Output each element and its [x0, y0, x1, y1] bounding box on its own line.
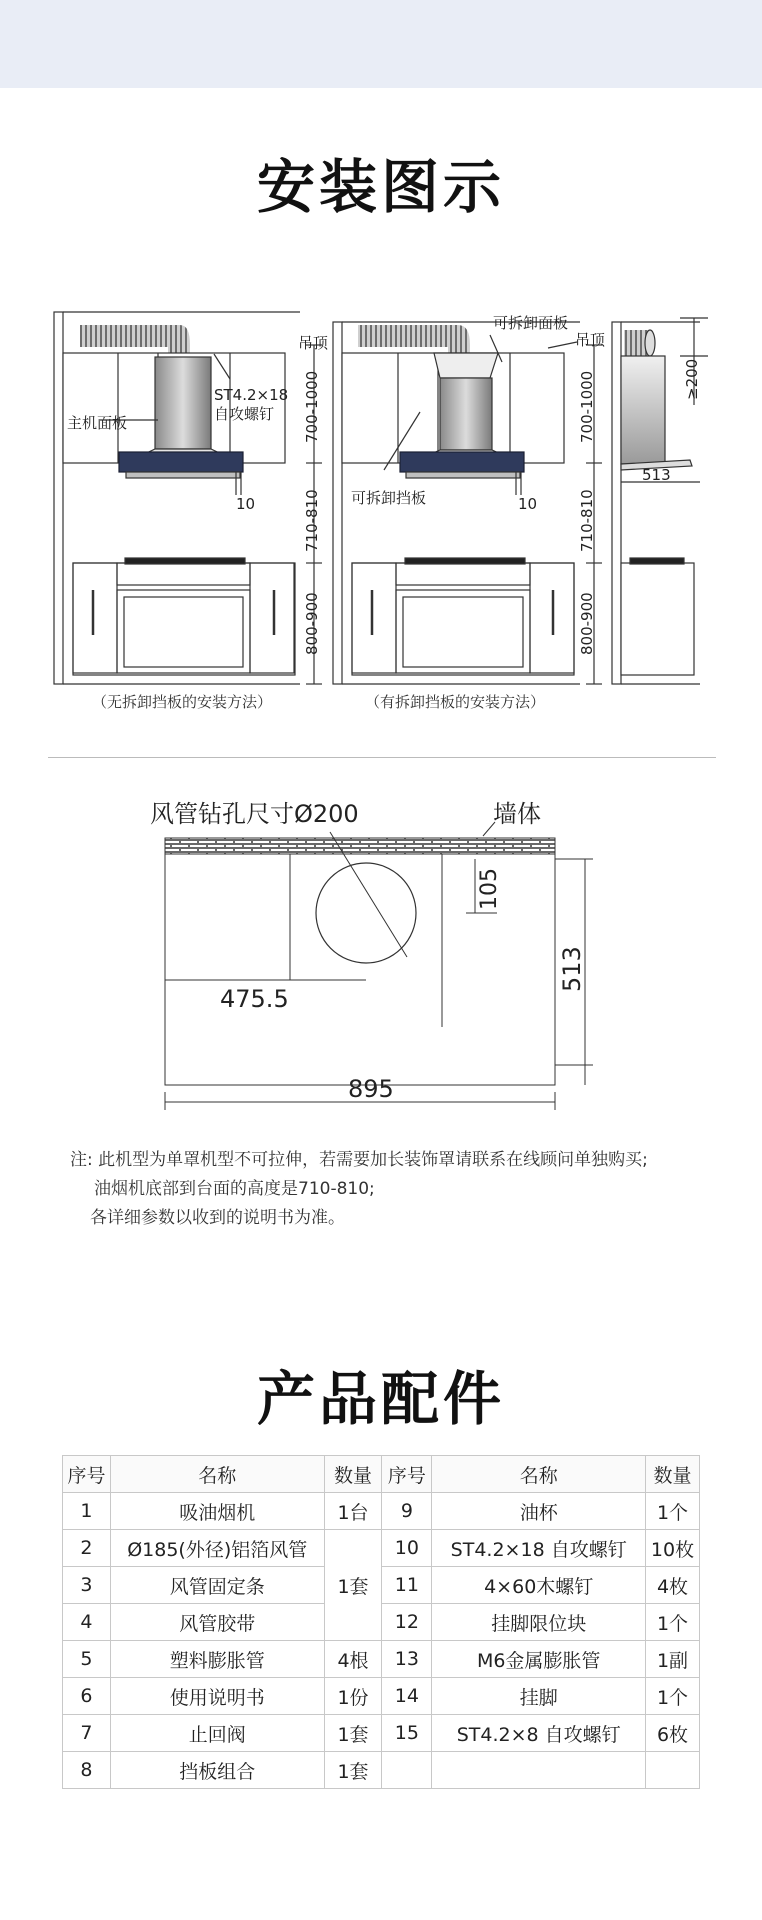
cell-name: 使用说明书	[110, 1678, 324, 1715]
table-row	[63, 1641, 700, 1678]
cell-index: 4	[63, 1604, 111, 1641]
left-screw-label-1: ST4.2×18	[214, 386, 289, 404]
cell-index: 13	[382, 1641, 432, 1678]
cell-qty: 6枚	[646, 1715, 700, 1752]
left-screw-label-2: 自攻螺钉	[214, 405, 275, 423]
cell-qty-merged: 1套	[324, 1530, 382, 1641]
cell-qty: 1份	[324, 1678, 382, 1715]
cell-name: ST4.2×8 自攻螺钉	[432, 1715, 646, 1752]
note-line-2: 油烟机底部到台面的高度是710-810;	[94, 1179, 375, 1199]
table-row	[63, 1567, 700, 1604]
right-caption: （有拆卸挡板的安装方法）	[365, 693, 546, 711]
duct-dim-depth: 513	[558, 946, 586, 992]
cell-name: 吸油烟机	[110, 1493, 324, 1530]
right-removable-baffle-label: 可拆卸挡板	[351, 489, 427, 507]
cell-qty: 1个	[646, 1604, 700, 1641]
table-row	[63, 1715, 700, 1752]
section-divider	[48, 757, 716, 758]
cell-index: 1	[63, 1493, 111, 1530]
parts-title: 产品配件	[256, 1365, 505, 1433]
cell-name: 挂脚限位块	[432, 1604, 646, 1641]
header-name: 名称	[110, 1456, 324, 1493]
right-dim-hood: 710-810	[578, 489, 596, 552]
right-dim-cabinet: 700-1000	[578, 370, 596, 443]
table-row	[63, 1530, 700, 1567]
cell-qty	[646, 1752, 700, 1789]
cell-index: 12	[382, 1604, 432, 1641]
right-ceiling-label: 吊顶	[575, 331, 606, 349]
cell-name: 止回阀	[110, 1715, 324, 1752]
table-row	[63, 1493, 700, 1530]
cell-index: 9	[382, 1493, 432, 1530]
left-dim-counter: 800-900	[303, 592, 321, 655]
cell-qty: 4根	[324, 1641, 382, 1678]
cell-qty: 1台	[324, 1493, 382, 1530]
left-dim-hood: 710-810	[303, 489, 321, 552]
duct-hole-label: 风管钻孔尺寸Ø200	[150, 800, 359, 828]
header-qty: 数量	[324, 1456, 382, 1493]
cell-name: 风管胶带	[110, 1604, 324, 1641]
top-band	[0, 0, 762, 88]
cell-index: 6	[63, 1678, 111, 1715]
cell-qty: 1个	[646, 1678, 700, 1715]
cell-index: 15	[382, 1715, 432, 1752]
cell-name	[432, 1752, 646, 1789]
header-index-2: 序号	[382, 1456, 432, 1493]
table-row	[63, 1752, 700, 1789]
install-title: 安装图示	[256, 153, 505, 221]
duct-hole-diagram	[0, 790, 762, 1120]
cell-index: 3	[63, 1567, 111, 1604]
cell-name: ST4.2×18 自攻螺钉	[432, 1530, 646, 1567]
cell-name: 塑料膨胀管	[110, 1641, 324, 1678]
cell-qty: 1套	[324, 1752, 382, 1789]
cell-index: 11	[382, 1567, 432, 1604]
parts-table	[62, 1455, 700, 1789]
note-line-3: 各详细参数以收到的说明书为准。	[90, 1208, 345, 1228]
cell-name: Ø185(外径)铝箔风管	[110, 1530, 324, 1567]
cell-name: 挂脚	[432, 1678, 646, 1715]
left-panel-label: 主机面板	[67, 414, 128, 432]
left-install-figure	[54, 312, 322, 684]
left-dim-cabinet: 700-1000	[303, 370, 321, 443]
side-depth-dim: 513	[642, 466, 671, 484]
cell-qty: 4枚	[646, 1567, 700, 1604]
wall-label: 墙体	[493, 800, 541, 828]
right-dim-counter: 800-900	[578, 592, 596, 655]
cell-name: 4×60木螺钉	[432, 1567, 646, 1604]
install-diagram	[0, 300, 762, 720]
right-removable-panel-label: 可拆卸面板	[493, 314, 569, 332]
cell-index: 2	[63, 1530, 111, 1567]
left-ceiling-label: 吊顶	[298, 334, 329, 352]
cell-name: 挡板组合	[110, 1752, 324, 1789]
duct-dim-top: 105	[477, 868, 502, 910]
table-row	[63, 1678, 700, 1715]
cell-index	[382, 1752, 432, 1789]
duct-drawing	[165, 822, 593, 1110]
cell-index: 7	[63, 1715, 111, 1752]
cell-qty: 1个	[646, 1493, 700, 1530]
note-line-1: 注: 此机型为单罩机型不可拉伸，若需要加长装饰罩请联系在线顾问单独购买;	[70, 1150, 648, 1170]
side-min-gap-dim: ≥200	[683, 358, 701, 400]
cell-name: 风管固定条	[110, 1567, 324, 1604]
table-row	[63, 1604, 700, 1641]
header-qty-2: 数量	[646, 1456, 700, 1493]
right-offset-dim: 10	[518, 495, 538, 513]
cell-name: M6金属膨胀管	[432, 1641, 646, 1678]
cell-index: 10	[382, 1530, 432, 1567]
left-caption: （无拆卸挡板的安装方法）	[92, 693, 273, 711]
notes-block	[70, 1146, 648, 1233]
cell-index: 8	[63, 1752, 111, 1789]
cell-qty: 1套	[324, 1715, 382, 1752]
cell-index: 14	[382, 1678, 432, 1715]
cell-index: 5	[63, 1641, 111, 1678]
cell-qty: 10枚	[646, 1530, 700, 1567]
left-offset-dim: 10	[236, 495, 256, 513]
cell-qty: 1副	[646, 1641, 700, 1678]
header-index: 序号	[63, 1456, 111, 1493]
duct-dim-left: 475.5	[220, 985, 289, 1013]
cell-name: 油杯	[432, 1493, 646, 1530]
header-name-2: 名称	[432, 1456, 646, 1493]
parts-header-row	[63, 1456, 700, 1493]
duct-dim-width: 895	[348, 1075, 394, 1103]
